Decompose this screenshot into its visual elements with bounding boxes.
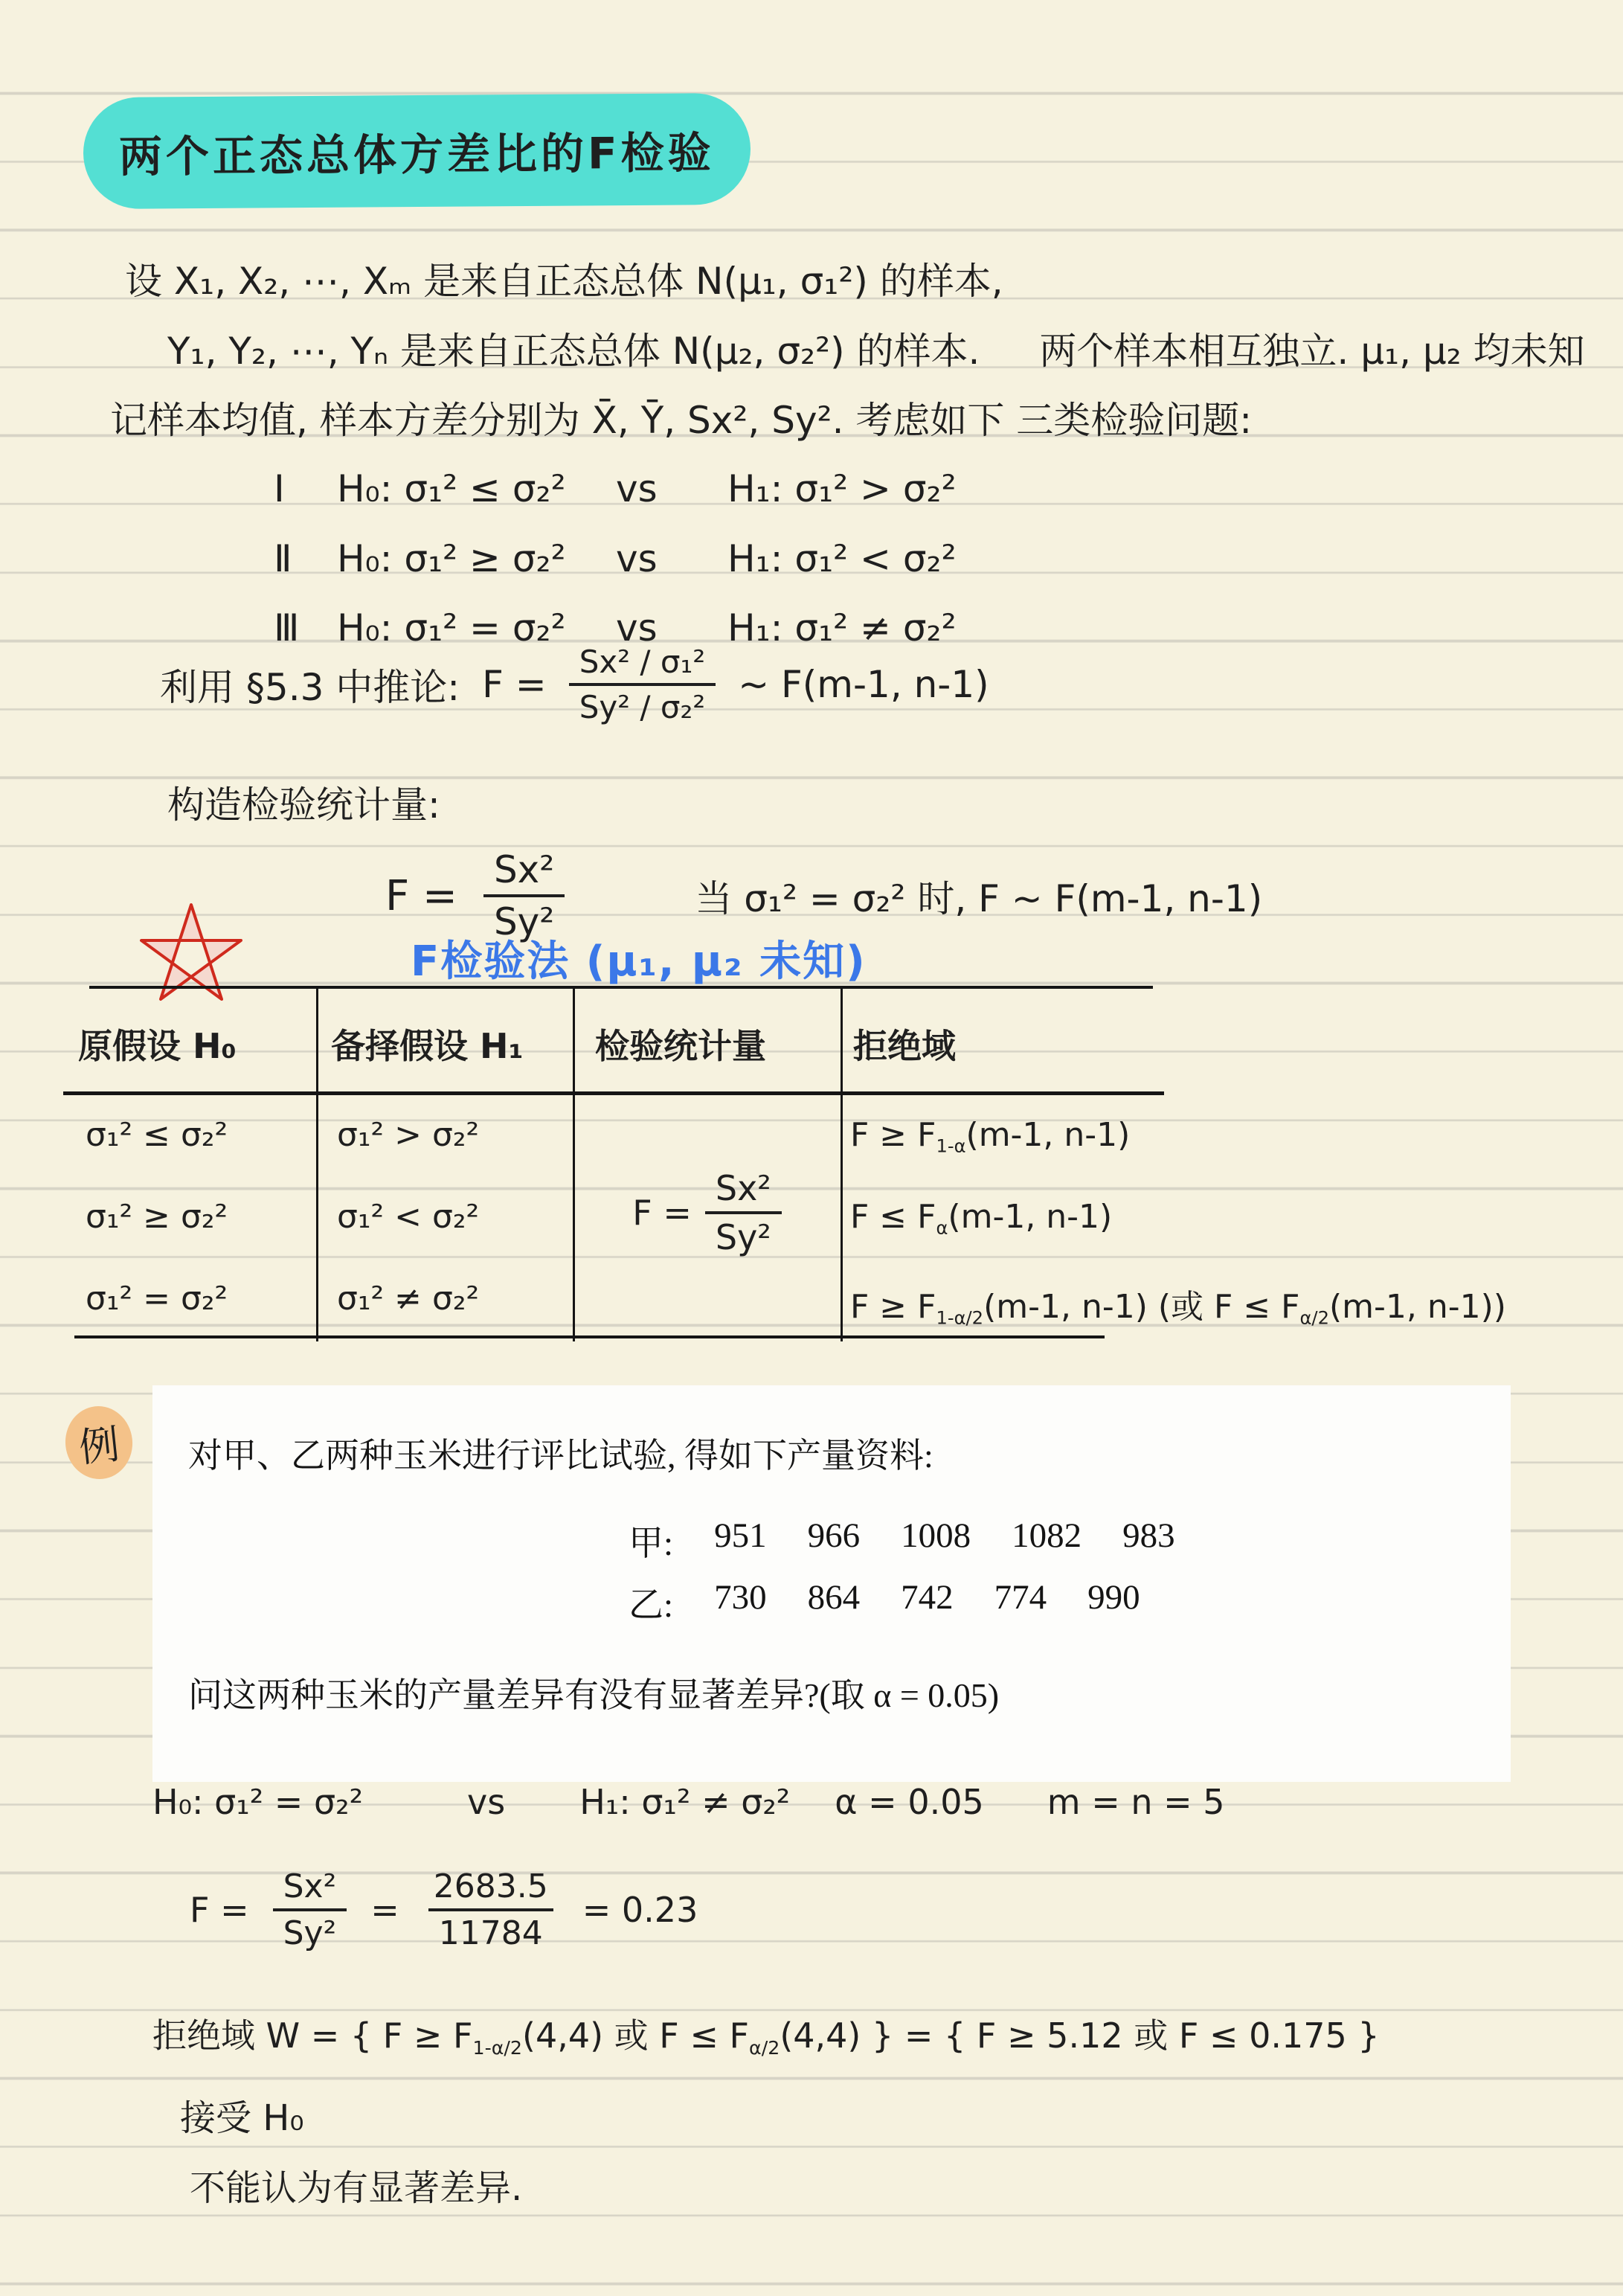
rejection-open: { F ≥ F xyxy=(350,2016,473,2056)
rejection-or-subscript: α/2 xyxy=(1299,1307,1329,1329)
inference-fraction xyxy=(569,644,716,725)
intro-line-3: 记样本均值, 样本方差分别为 X̄, Ȳ, Sx², Sy². 考虑如下 三类检验问题: xyxy=(110,399,1253,442)
statistic-lhs: F = xyxy=(190,1890,249,1930)
yield-value: 730 xyxy=(714,1578,767,1617)
vs-label: vs xyxy=(616,467,658,510)
rejection-result: { F ≥ 5.12 或 F ≤ 0.175 } xyxy=(944,2016,1380,2056)
yield-value: 990 xyxy=(1087,1578,1140,1617)
statistic-lhs: F = xyxy=(632,1193,692,1233)
rejection-args: (m-1, n-1) xyxy=(965,1116,1131,1154)
table-header-null: 原假设 H₀ xyxy=(78,1026,237,1066)
rejection-or-text: (或 F ≤ F xyxy=(1157,1288,1300,1326)
f-result: = 0.23 xyxy=(582,1890,698,1930)
vs-label: vs xyxy=(616,606,658,650)
yield-value: 1082 xyxy=(1012,1516,1082,1555)
value-fraction xyxy=(423,1867,559,1952)
rejection-mid: (4,4) 或 F ≤ F xyxy=(522,2016,750,2056)
hypothesis-numeral: Ⅲ xyxy=(274,606,300,650)
table-row-rejection xyxy=(850,1198,1112,1238)
fraction-denominator: Sy² xyxy=(705,1211,782,1257)
hypothesis-row-1 xyxy=(274,467,957,510)
fraction-denominator: Sy² xyxy=(273,1908,347,1952)
statistic-fraction xyxy=(273,1867,347,1952)
inference-lhs: F = xyxy=(482,663,547,706)
rejection-args: (m-1, n-1) xyxy=(983,1288,1148,1326)
fraction-denominator: 11784 xyxy=(428,1908,553,1952)
yield-value: 1008 xyxy=(901,1516,971,1555)
table-vertical-rule-1 xyxy=(316,986,318,1341)
table-top-rule xyxy=(89,986,1153,989)
fraction-denominator: Sy² / σ₂² xyxy=(569,683,716,725)
fraction-numerator: Sx² xyxy=(493,848,555,891)
fraction-numerator: Sx² xyxy=(715,1168,771,1208)
table-vertical-rule-3 xyxy=(841,986,843,1341)
intro-line-2a: Y₁, Y₂, ⋯, Yₙ 是来自正态总体 N(μ₂, σ₂²) 的样本. xyxy=(167,330,980,373)
intro-line-2 xyxy=(167,321,1585,375)
row-label: 甲: xyxy=(629,1524,674,1563)
table-row-null: σ₁² ≤ σ₂² xyxy=(86,1116,228,1154)
solution-calculation xyxy=(190,1867,698,1952)
yield-value: 864 xyxy=(807,1578,861,1617)
solution-accept: 接受 H₀ xyxy=(180,2097,304,2139)
yield-value: 742 xyxy=(901,1578,954,1617)
hypothesis-numeral: Ⅰ xyxy=(274,467,285,510)
rejection-subscript: 1-α xyxy=(936,1135,966,1157)
statistic-fraction xyxy=(705,1168,782,1257)
equals-sign: = xyxy=(370,1890,399,1930)
example-question: 问这两种玉米的产量差异有没有显著差异?(取 α = 0.05) xyxy=(188,1676,1000,1714)
rejection-subscript: 1-α/2 xyxy=(472,2036,523,2059)
null-hypothesis: H₀: σ₁² = σ₂² xyxy=(337,606,566,650)
alt-hypothesis: H₁: σ₁² ≠ σ₂² xyxy=(579,1782,791,1822)
method-heading: F检验法 (μ₁, μ₂ 未知) xyxy=(411,937,867,986)
rejection-label: 拒绝域 W = xyxy=(152,2016,340,2056)
inference-label: 利用 §5.3 中推论: xyxy=(160,666,460,709)
f-test-table xyxy=(63,986,1506,1341)
intro-line-2b: 两个样本相互独立. μ₁, μ₂ 均未知 xyxy=(1039,330,1585,373)
yield-value: 951 xyxy=(714,1516,767,1555)
yield-value: 966 xyxy=(807,1516,861,1555)
statistic-lhs: F = xyxy=(385,871,457,920)
inference-distribution: ~ F(m-1, n-1) xyxy=(738,663,989,706)
row-label: 乙: xyxy=(629,1586,674,1625)
table-statistic-cell xyxy=(575,1131,839,1295)
alt-hypothesis: H₁: σ₁² > σ₂² xyxy=(727,467,957,510)
table-row-alt: σ₁² ≠ σ₂² xyxy=(337,1280,480,1318)
table-header-alt: 备择假设 H₁ xyxy=(331,1026,524,1066)
table-row-rejection xyxy=(850,1116,1130,1156)
construct-label: 构造检验统计量: xyxy=(167,783,440,827)
yield-row-b xyxy=(629,1577,1140,1627)
table-header-rejection: 拒绝域 xyxy=(853,1026,956,1066)
alt-hypothesis: H₁: σ₁² ≠ σ₂² xyxy=(727,606,957,650)
fraction-numerator: 2683.5 xyxy=(433,1867,548,1905)
table-header-rule xyxy=(63,1091,1164,1095)
null-hypothesis: H₀: σ₁² ≤ σ₂² xyxy=(337,467,566,510)
section-title: 两个正态总体方差比的F检验 xyxy=(118,127,715,182)
fraction-numerator: Sx² / σ₁² xyxy=(579,644,706,680)
hypothesis-numeral: Ⅱ xyxy=(274,537,292,580)
yield-row-a xyxy=(629,1516,1175,1565)
rejection-subscript: 1-α/2 xyxy=(936,1307,984,1329)
inference-line xyxy=(160,644,989,725)
table-row-alt: σ₁² < σ₂² xyxy=(337,1198,480,1236)
table-row-null: σ₁² = σ₂² xyxy=(86,1280,228,1318)
table-row-null: σ₁² ≥ σ₂² xyxy=(86,1198,228,1236)
equals-sign: = xyxy=(904,2016,933,2056)
rejection-text: F ≥ F xyxy=(850,1288,936,1326)
rejection-text: F ≤ F xyxy=(850,1198,936,1236)
fraction-numerator: Sx² xyxy=(283,1867,337,1905)
table-header-statistic: 检验统计量 xyxy=(595,1026,766,1066)
vs-label: vs xyxy=(616,537,658,580)
example-card xyxy=(152,1385,1511,1782)
rejection-subscript: α xyxy=(936,1217,948,1239)
table-bottom-rule xyxy=(74,1335,1105,1338)
rejection-or-args: (m-1, n-1)) xyxy=(1328,1288,1506,1326)
yield-value: 983 xyxy=(1122,1516,1175,1555)
yield-value: 774 xyxy=(994,1578,1047,1617)
solution-conclusion: 不能认为有显著差异. xyxy=(190,2167,523,2209)
alpha-value: α = 0.05 xyxy=(835,1782,984,1822)
example-prompt: 对甲、乙两种玉米进行评比试验, 得如下产量资料: xyxy=(188,1437,933,1475)
table-row-alt: σ₁² > σ₂² xyxy=(337,1116,480,1154)
example-badge xyxy=(62,1403,136,1483)
solution-rejection-region xyxy=(152,2009,1380,2059)
statistic-note: 当 σ₁² = σ₂² 时, F ~ F(m-1, n-1) xyxy=(695,877,1263,920)
solution-hypotheses xyxy=(152,1782,1225,1822)
vs-label: vs xyxy=(467,1782,506,1822)
intro-line-1: 设 X₁, X₂, ⋯, Xₘ 是来自正态总体 N(μ₁, σ₁²) 的样本, xyxy=(125,260,1003,303)
section-title-highlight xyxy=(83,93,751,209)
rejection-subscript: α/2 xyxy=(749,2036,780,2059)
sample-sizes: m = n = 5 xyxy=(1047,1782,1225,1822)
table-row-rejection xyxy=(850,1280,1506,1328)
hypothesis-row-2 xyxy=(274,537,957,580)
null-hypothesis: H₀: σ₁² ≥ σ₂² xyxy=(337,537,566,580)
null-hypothesis: H₀: σ₁² = σ₂² xyxy=(152,1782,364,1822)
rejection-args: (m-1, n-1) xyxy=(948,1198,1113,1236)
rejection-text: F ≥ F xyxy=(850,1116,936,1154)
example-badge-label: 例 xyxy=(77,1420,122,1472)
alt-hypothesis: H₁: σ₁² < σ₂² xyxy=(727,537,957,580)
rejection-close: (4,4) } xyxy=(780,2016,894,2056)
fraction-denominator: Sy² xyxy=(483,894,565,943)
